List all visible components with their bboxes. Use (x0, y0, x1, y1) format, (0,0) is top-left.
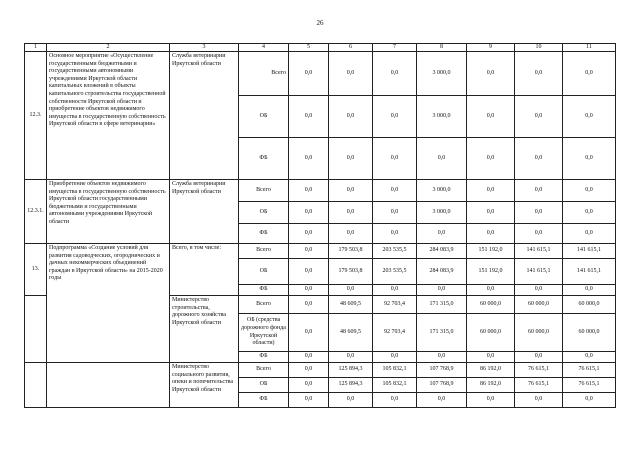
value-cell: 3 000,0 (417, 202, 467, 224)
col-header: 8 (417, 44, 467, 52)
row-executor: Всего, в том числе: (170, 244, 239, 296)
table-row (25, 244, 616, 259)
value-cell: 0,0 (373, 180, 417, 202)
col-header: 1 (25, 44, 47, 52)
value-cell: 60 000,0 (563, 296, 616, 314)
row-executor: Служба ветеринарии Иркутской области (170, 52, 239, 180)
value-cell: 0,0 (417, 138, 467, 180)
value-cell: 179 503,8 (329, 244, 373, 259)
value-cell: 0,0 (329, 202, 373, 224)
row-executor: Министерство социального развития, опеки и попечительства Иркутской области (170, 363, 239, 408)
source-cell: ОБ (239, 96, 289, 138)
value-cell: 151 192,0 (467, 259, 515, 285)
value-cell: 0,0 (563, 393, 616, 408)
value-cell: 60 000,0 (515, 296, 563, 314)
col-header: 10 (515, 44, 563, 52)
value-cell: 0,0 (289, 52, 329, 96)
source-cell: ФБ (239, 224, 289, 244)
value-cell: 0,0 (289, 259, 329, 285)
value-cell: 0,0 (289, 180, 329, 202)
value-cell: 0,0 (373, 52, 417, 96)
value-cell: 60 000,0 (515, 314, 563, 352)
value-cell: 0,0 (373, 393, 417, 408)
column-number-row (25, 44, 616, 52)
value-cell: 171 315,0 (417, 314, 467, 352)
value-cell: 141 615,1 (515, 244, 563, 259)
col-header: 11 (563, 44, 616, 52)
value-cell: 0,0 (515, 180, 563, 202)
value-cell: 0,0 (515, 52, 563, 96)
value-cell: 0,0 (467, 202, 515, 224)
row-description: Основное мероприятие «Осуществление государственными бюджетными и государственными автономными учреждениями Иркутской области капитальных вложений в объекты капитального строительства государственной собственности Иркутской области и приобретение объектов недвижимого имущества в государственную собственность Иркутской области в сфере ветеринарии» (47, 52, 170, 180)
value-cell: 105 832,1 (373, 363, 417, 378)
row-description: Подпрограмма «Создание условий для развития садоводческих, огороднических и дачных некоммерческих объединений граждан в Иркутской области» на 2015-2020 годы (47, 244, 170, 363)
value-cell: 171 315,0 (417, 296, 467, 314)
value-cell: 0,0 (289, 378, 329, 393)
value-cell: 0,0 (289, 224, 329, 244)
value-cell: 0,0 (289, 96, 329, 138)
value-cell: 0,0 (289, 296, 329, 314)
value-cell: 0,0 (329, 285, 373, 296)
value-cell: 151 192,0 (467, 244, 515, 259)
value-cell: 0,0 (467, 285, 515, 296)
value-cell: 141 615,1 (515, 259, 563, 285)
value-cell: 0,0 (373, 96, 417, 138)
value-cell: 0,0 (289, 244, 329, 259)
value-cell: 0,0 (373, 352, 417, 363)
value-cell: 0,0 (289, 352, 329, 363)
value-cell: 0,0 (329, 180, 373, 202)
value-cell: 92 703,4 (373, 314, 417, 352)
value-cell: 0,0 (417, 224, 467, 244)
value-cell: 0,0 (373, 224, 417, 244)
value-cell: 0,0 (563, 285, 616, 296)
value-cell: 3 000,0 (417, 52, 467, 96)
value-cell: 0,0 (289, 363, 329, 378)
value-cell: 3 000,0 (417, 180, 467, 202)
value-cell: 60 000,0 (563, 314, 616, 352)
value-cell: 0,0 (417, 285, 467, 296)
value-cell: 179 503,8 (329, 259, 373, 285)
value-cell: 0,0 (329, 224, 373, 244)
row-executor: Служба ветеринарии Иркутской области (170, 180, 239, 244)
value-cell: 203 535,5 (373, 244, 417, 259)
source-cell: Всего (239, 180, 289, 202)
value-cell: 0,0 (563, 138, 616, 180)
source-cell: ОБ (239, 202, 289, 224)
value-cell: 125 894,3 (329, 363, 373, 378)
table-row (25, 363, 616, 378)
value-cell: 86 192,0 (467, 378, 515, 393)
row-description (47, 363, 170, 408)
value-cell: 105 832,1 (373, 378, 417, 393)
value-cell: 0,0 (373, 285, 417, 296)
value-cell: 0,0 (467, 393, 515, 408)
value-cell: 125 894,3 (329, 378, 373, 393)
source-cell: ФБ (239, 352, 289, 363)
col-header: 5 (289, 44, 329, 52)
value-cell: 3 000,0 (417, 96, 467, 138)
row-executor: Министерство строительства, дорожного хозяйства Иркутской области (170, 296, 239, 363)
value-cell: 141 615,1 (563, 259, 616, 285)
value-cell: 284 083,9 (417, 259, 467, 285)
source-cell: ОБ (239, 378, 289, 393)
col-header: 9 (467, 44, 515, 52)
col-header: 2 (47, 44, 170, 52)
value-cell: 0,0 (467, 96, 515, 138)
value-cell: 86 192,0 (467, 363, 515, 378)
value-cell: 0,0 (467, 180, 515, 202)
value-cell: 0,0 (467, 138, 515, 180)
source-cell: ФБ (239, 285, 289, 296)
page-number: 26 (316, 19, 324, 27)
source-cell: Всего (239, 296, 289, 314)
value-cell: 0,0 (563, 224, 616, 244)
source-cell: Всего (239, 363, 289, 378)
value-cell: 0,0 (289, 138, 329, 180)
value-cell: 76 615,1 (515, 378, 563, 393)
value-cell: 0,0 (417, 352, 467, 363)
value-cell: 48 609,5 (329, 314, 373, 352)
row-number: 12.3. (25, 52, 47, 180)
value-cell: 0,0 (289, 285, 329, 296)
value-cell: 0,0 (563, 202, 616, 224)
value-cell: 0,0 (417, 393, 467, 408)
value-cell: 60 000,0 (467, 296, 515, 314)
value-cell: 0,0 (329, 96, 373, 138)
budget-table (24, 43, 616, 408)
table-row (25, 180, 616, 202)
table-row (25, 52, 616, 96)
value-cell: 0,0 (329, 352, 373, 363)
value-cell: 0,0 (563, 180, 616, 202)
value-cell: 0,0 (515, 352, 563, 363)
source-cell: ФБ (239, 393, 289, 408)
value-cell: 0,0 (515, 202, 563, 224)
col-header: 3 (170, 44, 239, 52)
source-cell: ОБ (средства дорожного фонда Иркутской области) (239, 314, 289, 352)
col-header: 7 (373, 44, 417, 52)
row-number: 13. (25, 244, 47, 296)
col-header: 4 (239, 44, 289, 52)
value-cell: 0,0 (329, 393, 373, 408)
value-cell: 0,0 (515, 393, 563, 408)
source-cell: Всего (239, 244, 289, 259)
value-cell: 0,0 (373, 202, 417, 224)
value-cell: 0,0 (467, 352, 515, 363)
value-cell: 107 768,9 (417, 363, 467, 378)
value-cell: 141 615,1 (563, 244, 616, 259)
source-cell: Всего (239, 52, 289, 96)
value-cell: 0,0 (563, 352, 616, 363)
value-cell: 0,0 (329, 52, 373, 96)
value-cell: 0,0 (289, 314, 329, 352)
value-cell: 203 535,5 (373, 259, 417, 285)
value-cell: 0,0 (515, 96, 563, 138)
value-cell: 0,0 (373, 138, 417, 180)
value-cell: 107 768,9 (417, 378, 467, 393)
value-cell: 0,0 (515, 285, 563, 296)
value-cell: 76 615,1 (515, 363, 563, 378)
source-cell: ФБ (239, 138, 289, 180)
row-number (25, 296, 47, 363)
value-cell: 0,0 (289, 202, 329, 224)
col-header: 6 (329, 44, 373, 52)
value-cell: 92 703,4 (373, 296, 417, 314)
value-cell: 48 609,5 (329, 296, 373, 314)
row-number: 12.3.1. (25, 180, 47, 244)
value-cell: 0,0 (515, 138, 563, 180)
row-description: Приобретение объектов недвижимого имущества в государственную собственность Иркутской области государственными бюджетными и государственными автономными учреждениями Иркутской области (47, 180, 170, 244)
value-cell: 0,0 (563, 96, 616, 138)
value-cell: 60 000,0 (467, 314, 515, 352)
value-cell: 0,0 (329, 138, 373, 180)
value-cell: 76 615,1 (563, 378, 616, 393)
row-number (25, 363, 47, 408)
value-cell: 76 615,1 (563, 363, 616, 378)
value-cell: 0,0 (289, 393, 329, 408)
value-cell: 0,0 (563, 52, 616, 96)
source-cell: ОБ (239, 259, 289, 285)
value-cell: 0,0 (515, 224, 563, 244)
value-cell: 0,0 (467, 224, 515, 244)
value-cell: 0,0 (467, 52, 515, 96)
value-cell: 284 083,9 (417, 244, 467, 259)
